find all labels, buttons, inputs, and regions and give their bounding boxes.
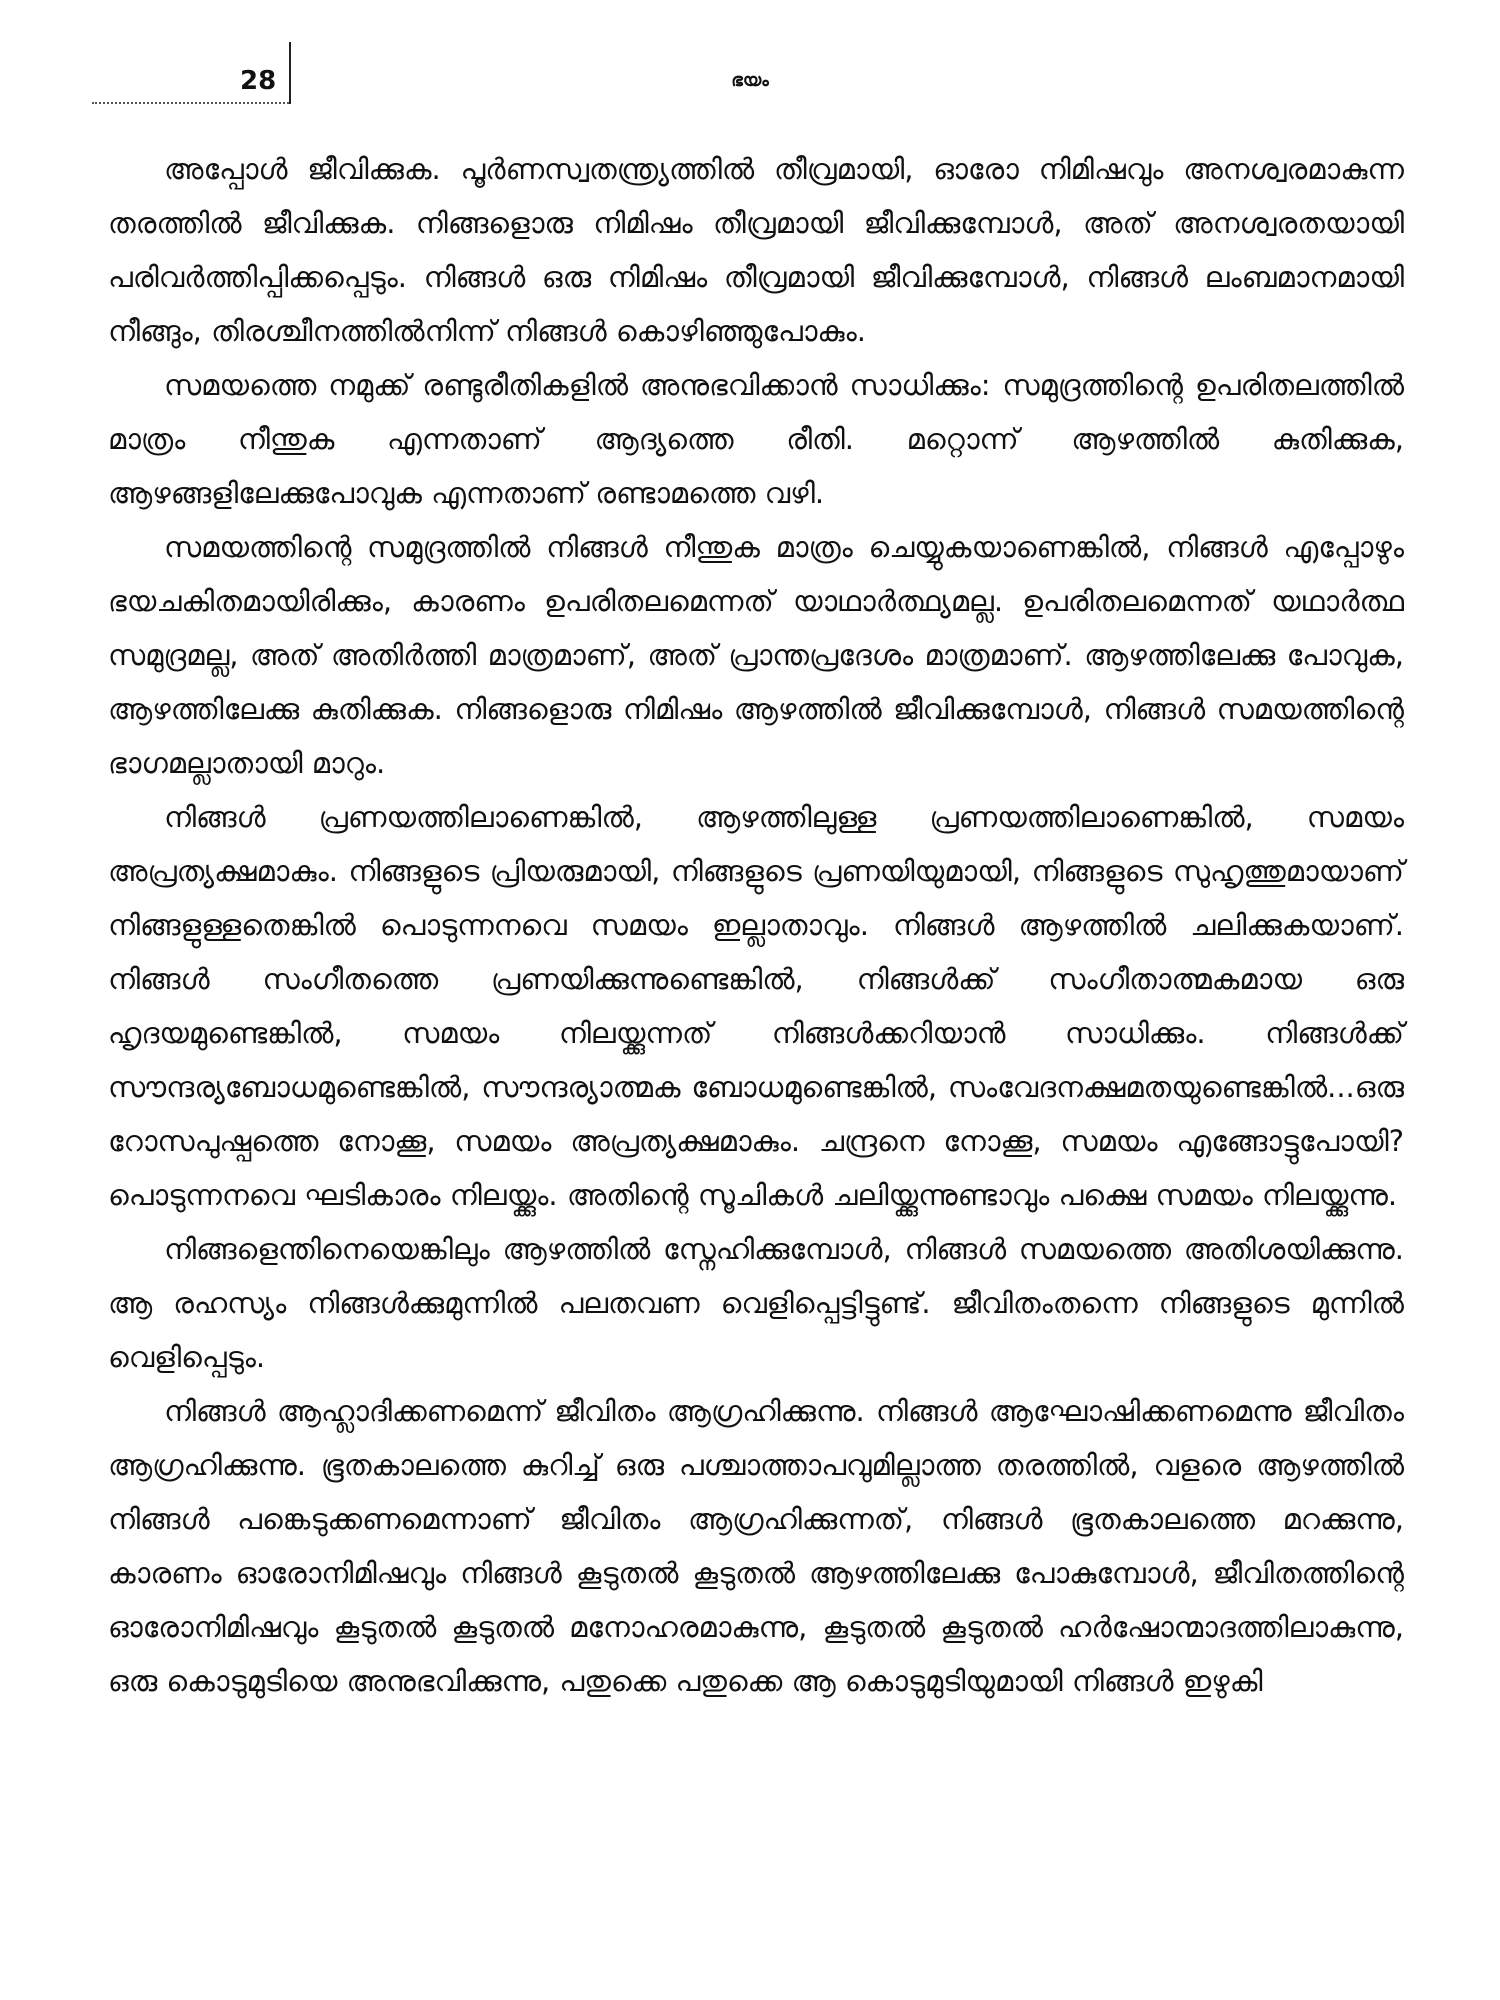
paragraph: നിങ്ങളെന്തിനെയെങ്കിലും ആഴത്തിൽ സ്നേഹിക്കുമ്പോൾ, നിങ്ങൾ സമയത്തെ അതിശയിക്കുന്നു. ആ രഹസ്യം നിങ്ങൾക്കുമുന്നിൽ പലതവണ വെളിപ്പെട്ടിട്ടുണ്ട്. ജീവിതംതന്നെ നിങ്ങളുടെ മുന്നിൽ വെളിപ്പെടും. [108, 1232, 1404, 1374]
paragraph: നിങ്ങൾ ആഹ്ലാദിക്കണമെന്ന് ജീവിതം ആഗ്രഹിക്കുന്നു. നിങ്ങൾ ആഘോഷിക്കണമെന്നു ജീവിതം ആഗ്രഹിക്കുന്നു. ഭൂതകാലത്തെ കുറിച്ച് ഒരു പശ്ചാത്താപവുമില്ലാത്ത തരത്തിൽ, വളരെ ആഴത്തിൽ നിങ്ങൾ പങ്കെടുക്കണമെന്നാണ് ജീവിതം ആഗ്രഹിക്കുന്നത്, നിങ്ങൾ ഭൂതകാലത്തെ മറക്കുന്നു, കാരണം ഓരോനിമിഷവും നിങ്ങൾ കൂടുതൽ കൂടുതൽ ആഴത്തിലേക്കു പോകുമ്പോൾ, ജീവിതത്തിന്റെ ഓരോനിമിഷവും കൂടുതൽ കൂടുതൽ മനോഹരമാകുന്നു, കൂടുതൽ കൂടുതൽ ഹർഷോന്മാദത്തിലാകുന്നു, ഒരു കൊടുമുടിയെ അനുഭവിക്കുന്നു, പതുക്കെ പതുക്കെ ആ കൊടുമുടിയുമായി നിങ്ങൾ ഇഴുകി [108, 1394, 1404, 1698]
paragraph: സമയത്തെ നമുക്ക് രണ്ടുരീതികളിൽ അനുഭവിക്കാൻ സാധിക്കും: സമുദ്രത്തിന്റെ ഉപരിതലത്തിൽ മാത്രം നീന്തുക എന്നതാണ് ആദ്യത്തെ രീതി. മറ്റൊന്ന് ആഴത്തിൽ കുതിക്കുക, ആഴങ്ങളിലേക്കുപോവുക എന്നതാണ് രണ്ടാമത്തെ വഴി. [108, 368, 1404, 510]
paragraph: നിങ്ങൾ പ്രണയത്തിലാണെങ്കിൽ, ആഴത്തിലുള്ള പ്രണയത്തിലാണെങ്കിൽ, സമയം അപ്രത്യക്ഷമാകും. നിങ്ങളുടെ പ്രിയരുമായി, നിങ്ങളുടെ പ്രണയിയുമായി, നിങ്ങളുടെ സുഹൃത്തുമായാണ് നിങ്ങളുള്ളതെങ്കിൽ പൊടുന്നനവെ സമയം ഇല്ലാതാവും. നിങ്ങൾ ആഴത്തിൽ ചലിക്കുകയാണ്. നിങ്ങൾ സംഗീതത്തെ പ്രണയിക്കുന്നുണ്ടെങ്കിൽ, നിങ്ങൾക്ക് സംഗീതാത്മകമായ ഒരു ഹൃദയമുണ്ടെങ്കിൽ, സമയം നിലയ്ക്കുന്നത് നിങ്ങൾക്കറിയാൻ സാധിക്കും. നിങ്ങൾക്ക് സൗന്ദര്യബോധമുണ്ടെങ്കിൽ, സൗന്ദര്യാത്മക ബോധമുണ്ടെങ്കിൽ, സംവേദനക്ഷമതയുണ്ടെങ്കിൽ...ഒരു റോസപുഷ്പത്തെ നോക്കൂ, സമയം അപ്രത്യക്ഷമാകും. ചന്ദ്രനെ നോക്കൂ, സമയം എങ്ങോട്ടുപോയി? പൊടുന്നനവെ ഘടികാരം നിലയ്ക്കും. അതിന്റെ സൂചികൾ ചലിയ്ക്കുന്നുണ്ടാവും പക്ഷെ സമയം നിലയ്ക്കുന്നു. [108, 800, 1404, 1212]
paragraph: അപ്പോൾ ജീവിക്കുക. പൂർണസ്വതന്ത്ര്യത്തിൽ തീവ്രമായി, ഓരോ നിമിഷവും അനശ്വരമാകുന്ന തരത്തിൽ ജീവിക്കുക. നിങ്ങളൊരു നിമിഷം തീവ്രമായി ജീവിക്കുമ്പോൾ, അത് അനശ്വരതയായി പരിവർത്തിപ്പിക്കപ്പെടും. നിങ്ങൾ ഒരു നിമിഷം തീവ്രമായി ജീവിക്കുമ്പോൾ, നിങ്ങൾ ലംബമാനമായി നീങ്ങും, തിരശ്ചീനത്തിൽനിന്ന് നിങ്ങൾ കൊഴിഞ്ഞുപോകും. [108, 152, 1404, 348]
paragraph: സമയത്തിന്റെ സമുദ്രത്തിൽ നിങ്ങൾ നീന്തുക മാത്രം ചെയ്യുകയാണെങ്കിൽ, നിങ്ങൾ എപ്പോഴും ഭയചകിതമായിരിക്കും, കാരണം ഉപരിതലമെന്നത് യാഥാർത്ഥ്യമല്ല. ഉപരിതലമെന്നത് യഥാർത്ഥ സമുദ്രമല്ല, അത് അതിർത്തി മാത്രമാണ്, അത് പ്രാന്തപ്രദേശം മാത്രമാണ്. ആഴത്തിലേക്കു പോവുക, ആഴത്തിലേക്കു കുതിക്കുക. നിങ്ങളൊരു നിമിഷം ആഴത്തിൽ ജീവിക്കുമ്പോൾ, നിങ്ങൾ സമയത്തിന്റെ ഭാഗമല്ലാതായി മാറും. [108, 530, 1404, 780]
running-title: ഭയം [731, 70, 769, 91]
page-header [0, 60, 1500, 106]
header-dotted-rule [92, 102, 289, 104]
body-text [108, 142, 1404, 1708]
page-number: 28 [240, 66, 277, 96]
